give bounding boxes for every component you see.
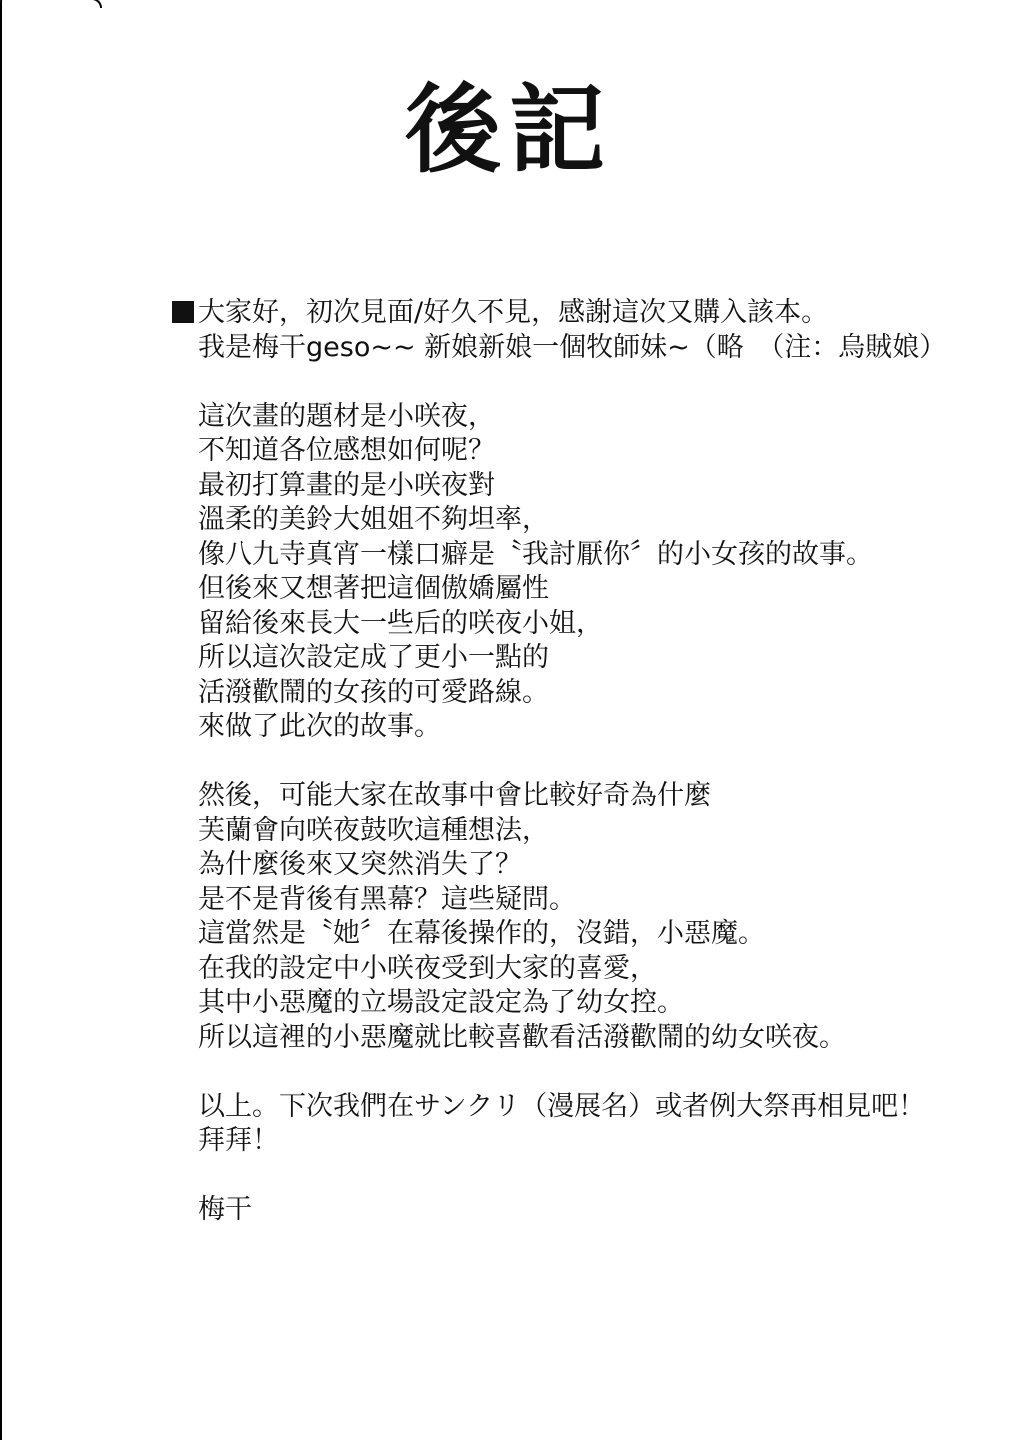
square-bullet-icon <box>172 301 194 323</box>
paragraph2-line: 在我的設定中小咲夜受到大家的喜愛， <box>198 952 657 984</box>
paragraph2-line: 為什麼後來又突然消失了？ <box>198 849 522 880</box>
paragraph1-line: 來做了此次的故事。 <box>198 711 441 742</box>
intro-line-2: 我是梅干geso~~ 新娘新娘一個牧師妹~（略 （注：烏賊娘） <box>198 331 947 363</box>
paragraph-gap <box>172 745 1002 780</box>
panel-border-corner <box>0 0 102 8</box>
paragraph2-line: 是不是背後有黑幕？這些疑問。 <box>198 883 576 915</box>
paragraph2-line: 其中小惡魔的立場設定設定為了幼女控。 <box>198 987 684 1018</box>
paragraph1-line: 溫柔的美鈴大姐姐不夠坦率， <box>198 504 549 535</box>
paragraph-gap <box>172 1159 1002 1194</box>
intro-line-1: 大家好，初次見面/好久不見，感謝這次又購入該本。 <box>172 296 1002 331</box>
paragraph1-line: 像八九寺真宵一樣口癖是〝我討厭你〞的小女孩的故事。 <box>198 538 873 570</box>
paragraph1-line: 這次畫的題材是小咲夜， <box>198 400 495 432</box>
paragraph1-line: 不知道各位感想如何呢？ <box>198 435 495 466</box>
paragraph1-line: 活潑歡鬧的女孩的可愛路線。 <box>198 676 549 708</box>
panel-border <box>0 0 100 1440</box>
paragraph-gap <box>172 1055 1002 1090</box>
signature: 梅干 <box>198 1194 252 1225</box>
paragraph1-line: 留給後來長大一些后的咲夜小姐， <box>198 607 603 639</box>
paragraph2-line: 芙蘭會向咲夜鼓吹這種想法， <box>198 814 549 846</box>
paragraph3-line: 拜拜！ <box>198 1125 279 1156</box>
paragraph1-line: 最初打算畫的是小咲夜對 <box>198 469 495 501</box>
paragraph2-line: 然後，可能大家在故事中會比較好奇為什麼 <box>198 780 711 811</box>
paragraph-gap <box>172 365 1002 400</box>
page-title: 後記 <box>405 74 613 186</box>
afterword-text <box>172 296 1002 1228</box>
paragraph2-line: 這當然是〝她〞在幕後操作的，沒錯，小惡魔。 <box>198 918 765 949</box>
paragraph1-line: 但後來又想著把這個傲嬌屬性 <box>198 573 549 604</box>
paragraph2-line: 所以這裡的小惡魔就比較喜歡看活潑歡鬧的幼女咲夜。 <box>198 1021 846 1053</box>
paragraph1-line: 所以這次設定成了更小一點的 <box>198 642 549 673</box>
paragraph3-line: 以上。下次我們在サンクリ（漫展名）或者例大祭再相見吧！ <box>198 1090 926 1122</box>
